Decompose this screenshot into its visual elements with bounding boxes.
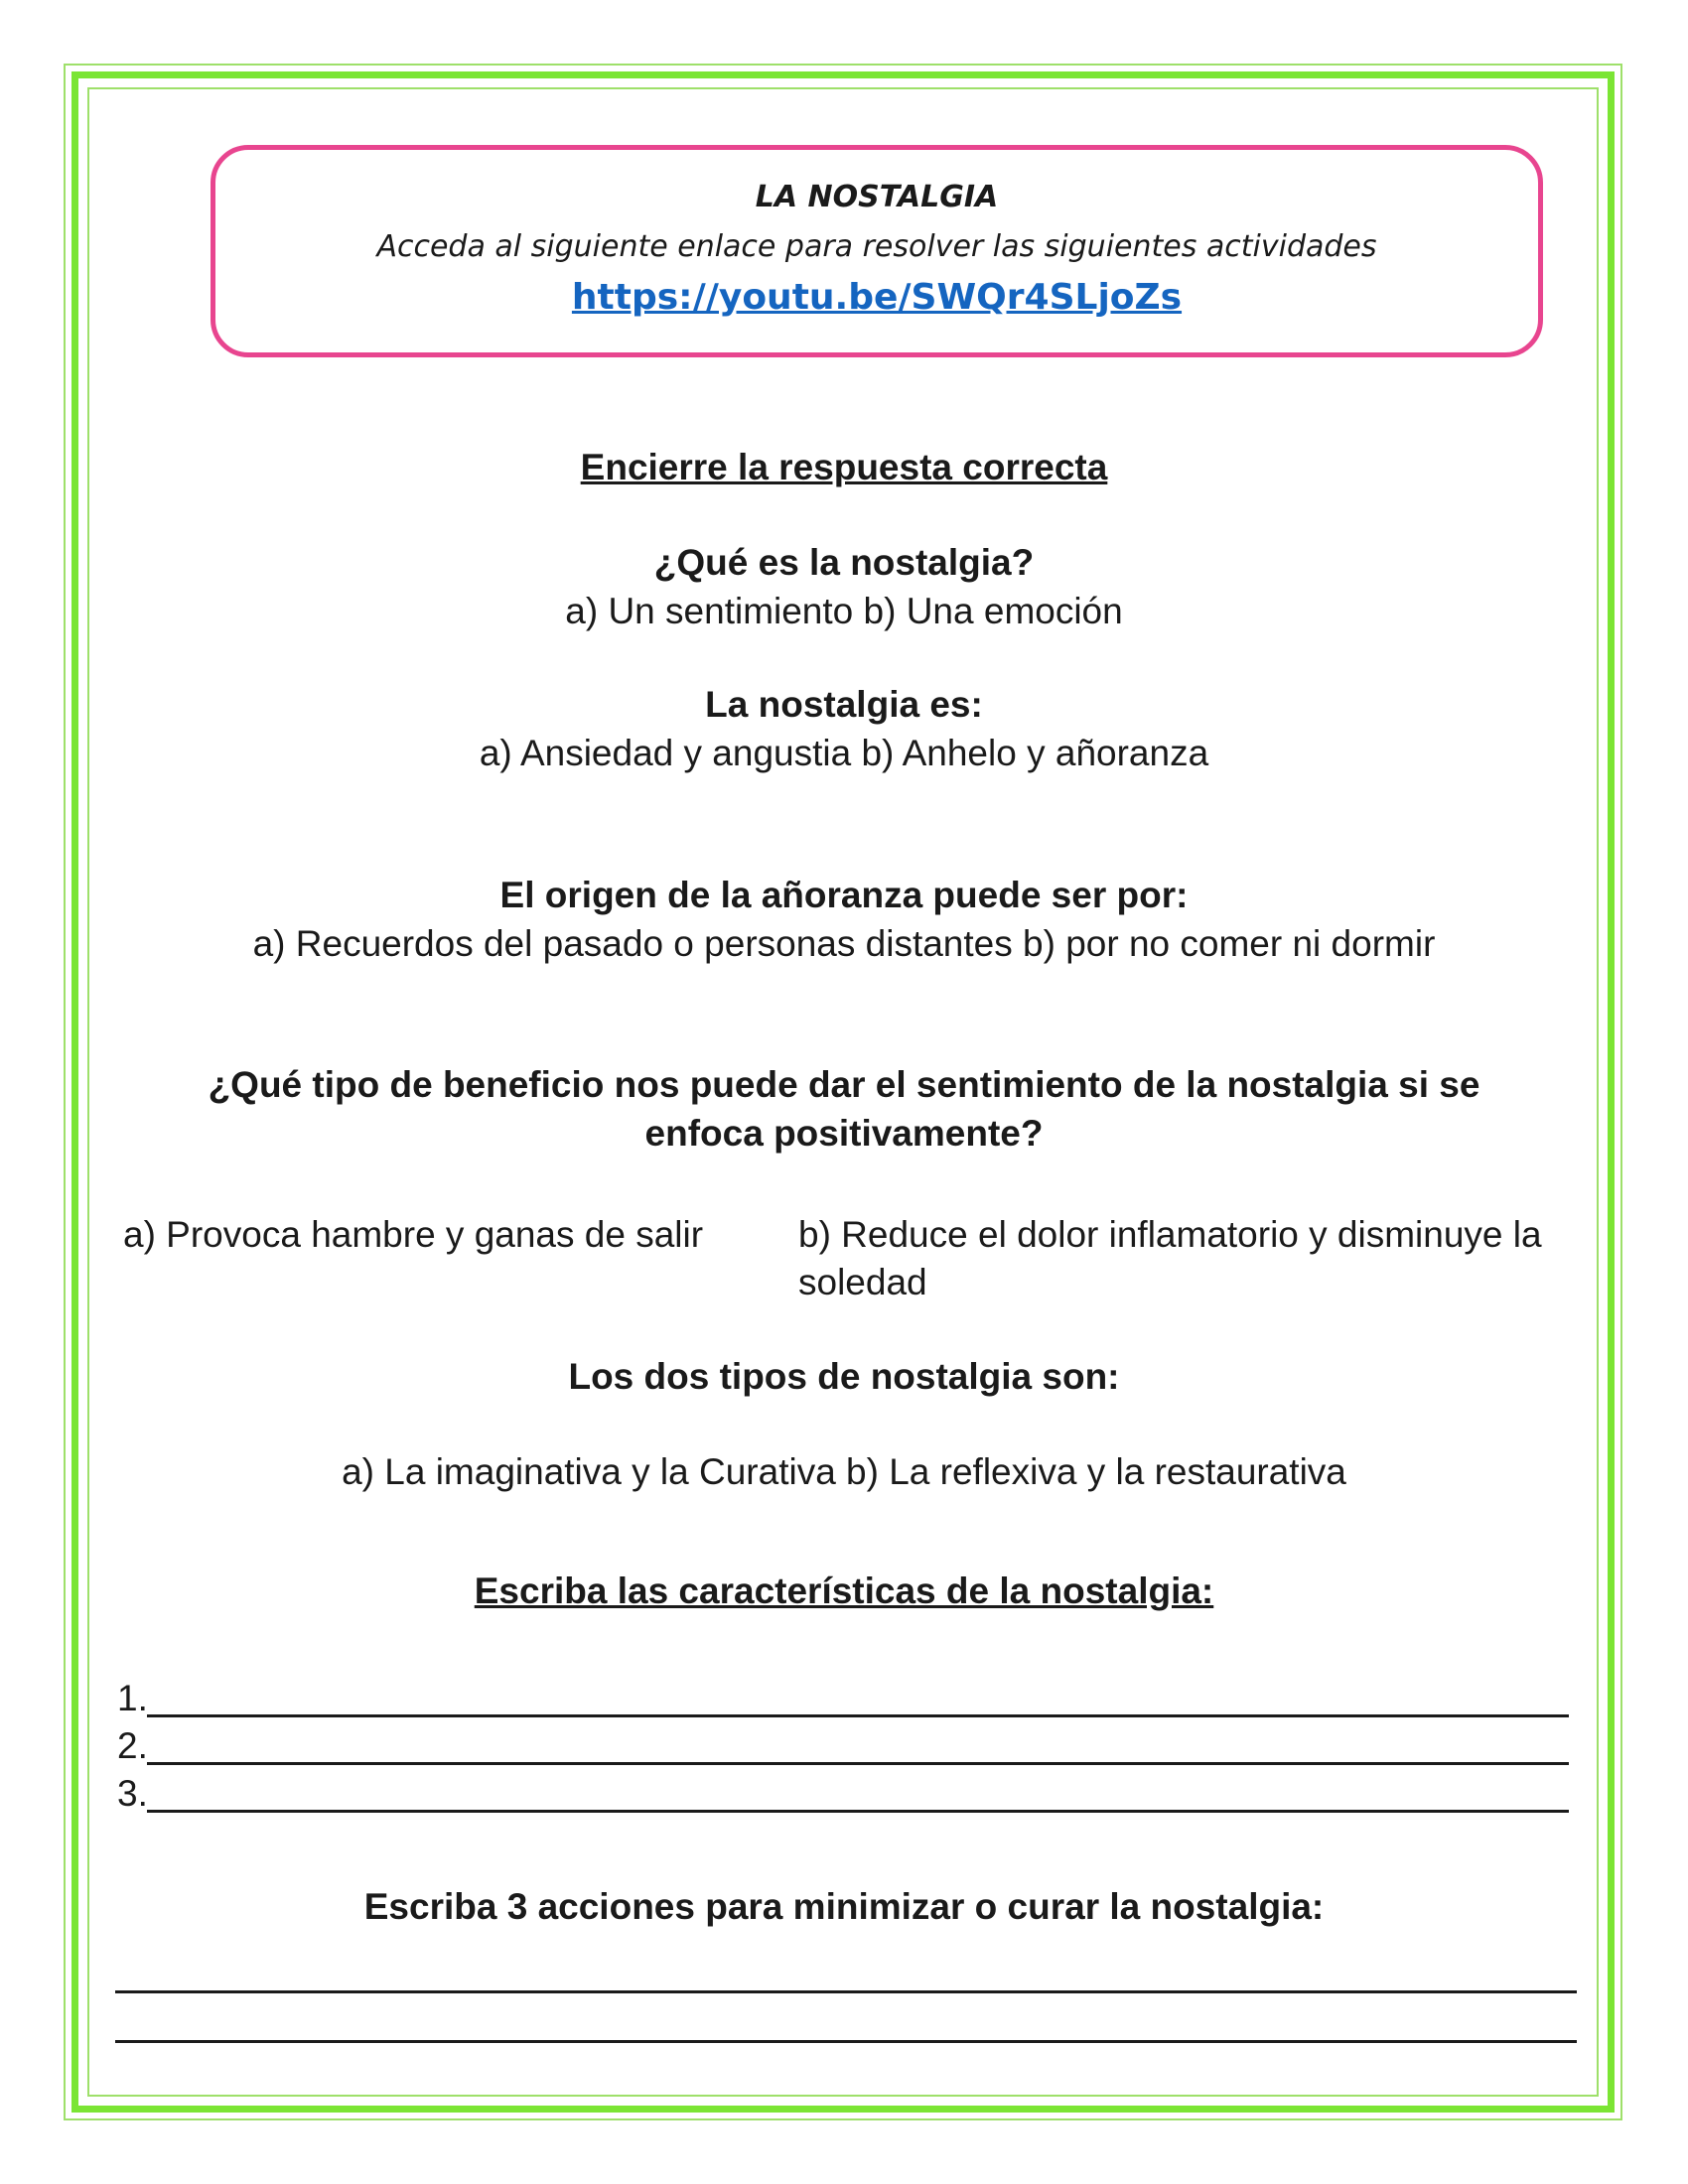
answer-line-1[interactable] bbox=[147, 1714, 1569, 1717]
answer-number-2: 2. bbox=[117, 1725, 148, 1766]
answer-number-3: 3. bbox=[117, 1773, 148, 1814]
actions-heading: Escriba 3 acciones para minimizar o curar la nostalgia: bbox=[363, 1886, 1325, 1927]
question-4-line-1: ¿Qué tipo de beneficio nos puede dar el sentimiento de la nostalgia si se bbox=[208, 1064, 1480, 1105]
circle-answer-heading: Encierre la respuesta correcta bbox=[580, 447, 1108, 487]
actions-line-1[interactable] bbox=[115, 1990, 1577, 1993]
question-4-option-a: a) Provoca hambre y ganas de salir bbox=[123, 1214, 704, 1255]
question-1: ¿Qué es la nostalgia? bbox=[653, 542, 1035, 583]
question-2-options: a) Ansiedad y angustia b) Anhelo y añoranza bbox=[479, 733, 1209, 773]
actions-line-2[interactable] bbox=[115, 2040, 1577, 2043]
answer-line-3[interactable] bbox=[147, 1810, 1569, 1813]
question-5: Los dos tipos de nostalgia son: bbox=[568, 1356, 1120, 1397]
header-box bbox=[211, 145, 1543, 357]
question-4-line-2: enfoca positivamente? bbox=[644, 1113, 1044, 1154]
question-3: El origen de la añoranza puede ser por: bbox=[499, 875, 1189, 915]
answer-number-1: 1. bbox=[117, 1678, 148, 1718]
question-4-option-b: b) Reduce el dolor inflamatorio y disminuye la soledad bbox=[798, 1214, 1542, 1302]
video-link[interactable]: https://youtu.be/SWQr4SLjoZs bbox=[571, 277, 1183, 318]
question-2: La nostalgia es: bbox=[705, 684, 983, 725]
worksheet-subtitle: Acceda al siguiente enlace para resolver las siguientes actividades bbox=[376, 229, 1377, 264]
question-5-options: a) La imaginativa y la Curativa b) La reflexiva y la restaurativa bbox=[342, 1451, 1346, 1492]
question-1-options: a) Un sentimiento b) Una emoción bbox=[565, 591, 1123, 631]
characteristics-heading: Escriba las características de la nostalgia: bbox=[474, 1570, 1214, 1611]
question-3-options: a) Recuerdos del pasado o personas distantes b) por no comer ni dormir bbox=[252, 923, 1436, 964]
answer-line-2[interactable] bbox=[147, 1762, 1569, 1765]
worksheet-title: LA NOSTALGIA bbox=[755, 180, 999, 214]
